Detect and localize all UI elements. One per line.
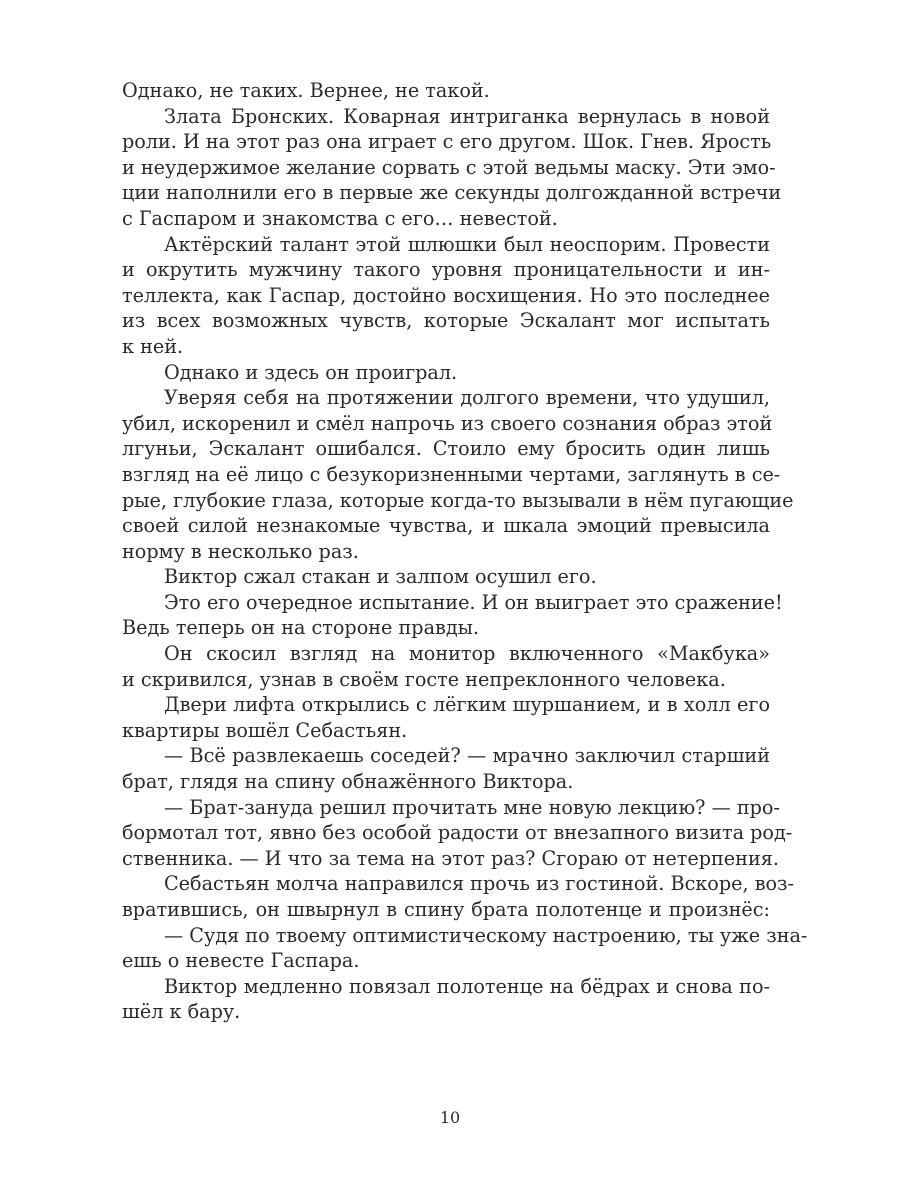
text-line: Ведь теперь он на стороне правды.	[122, 616, 480, 640]
page-body-text	[122, 78, 808, 1025]
text-line: Однако и здесь он проиграл.	[164, 360, 458, 384]
text-line: к ней.	[122, 334, 184, 358]
text-line: ешь о невесте Гаспара.	[122, 949, 360, 973]
text-line: — Всё развлекаешь соседей? — мрачно заключил старший	[164, 744, 770, 768]
page-number: 10	[439, 1108, 461, 1127]
text-line: — Брат-зануда решил прочитать мне новую лекцию? — про-	[164, 795, 780, 819]
text-line: взгляд на её лицо с безукоризненными чертами, заглянуть в се-	[122, 462, 781, 486]
text-line: Виктор медленно повязал полотенце на бёдрах и снова по-	[164, 974, 770, 998]
text-line: Актёрский талант этой шлюшки был неоспорим. Провести	[164, 232, 770, 256]
text-line: и окрутить мужчину такого уровня проницательности и ин-	[122, 258, 770, 282]
text-line: Двери лифта открылись с лёгким шуршанием, и в холл его	[164, 693, 770, 717]
text-line: вратившись, он швырнул в спину брата полотенце и произнёс:	[122, 898, 770, 921]
text-line: Виктор сжал стакан и залпом осушил его.	[164, 565, 597, 589]
text-line: с Гаспаром и знакомства с его… невестой.	[122, 206, 558, 230]
text-line: роли. И на этот раз она играет с его другом. Шок. Гнев. Ярость	[122, 130, 772, 154]
text-line: своей силой незнакомые чувства, и шкала эмоций превысила	[122, 514, 770, 538]
text-line: ции наполнили его в первые же секунды долгожданной встречи	[122, 181, 782, 205]
text-line: Однако, не таких. Вернее, не такой.	[122, 79, 490, 102]
text-line: ственника. — И что за тема на этот раз? Сгораю от нетерпения.	[122, 846, 779, 870]
text-line: лгуньи, Эскалант ошибался. Стоило ему бросить один лишь	[122, 437, 770, 461]
text-line: рые, глубокие глаза, которые когда-то вызывали в нём пугающие	[122, 488, 794, 512]
text-line: и неудержимое желание сорвать с этой ведьмы маску. Эти эмо-	[122, 155, 776, 179]
text-line: брат, глядя на спину обнажённого Виктора.	[122, 770, 574, 794]
text-line: и скривился, узнав в своём госте непреклонного человека.	[122, 667, 726, 691]
text-line: Он скосил взгляд на монитор включенного «Макбука»	[164, 642, 770, 666]
text-line: Уверяя себя на протяжении долгого времени, что удушил,	[164, 386, 770, 410]
text-line: — Судя по твоему оптимистическому настроению, ты уже зна-	[164, 923, 808, 947]
text-line: Это его очередное испытание. И он выиграет это сражение!	[164, 590, 783, 614]
text-line: убил, искоренил и смёл напрочь из своего сознания образ этой	[122, 411, 773, 435]
text-line: Злата Бронских. Коварная интриганка вернулась в новой	[164, 104, 770, 128]
text-line: квартиры вошёл Себастьян.	[122, 718, 408, 742]
text-line: из всех возможных чувств, которые Эскалант мог испытать	[122, 309, 770, 333]
text-line: бормотал тот, явно без особой радости от внезапного визита род-	[122, 821, 793, 845]
text-line: теллекта, как Гаспар, достойно восхищения. Но это последнее	[122, 283, 770, 307]
text-line: Себастьян молча направился прочь из гостиной. Вскоре, воз-	[164, 872, 795, 896]
text-line: шёл к бару.	[122, 1000, 241, 1024]
text-line: норму в несколько раз.	[122, 539, 359, 563]
